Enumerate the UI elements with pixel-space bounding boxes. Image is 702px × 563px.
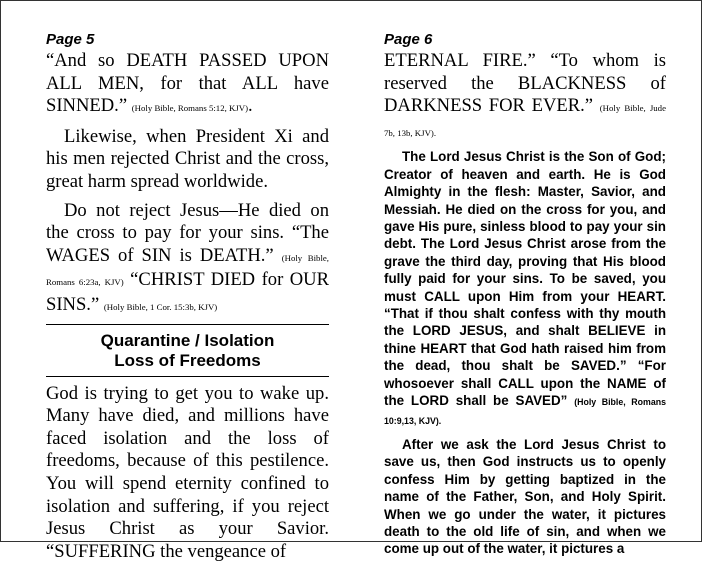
- heading-line-1: Quarantine / Isolation: [100, 330, 275, 350]
- paragraph-son-of-god: [384, 148, 666, 431]
- section-heading: [46, 331, 329, 371]
- paragraph-romans-5-12: [46, 50, 329, 120]
- paragraph-president-xi: Likewise, when President Xi and his men rejected Christ and the cross, great harm spread worldwide.: [46, 125, 329, 192]
- page-6: [384, 31, 666, 558]
- paragraph-text: “And so DEATH PASSED UPON ALL MEN, for that ALL have SINNED.”: [46, 50, 329, 117]
- scripture-reference: (Holy Bible, 1 Cor. 15:3b, KJV): [103, 301, 218, 312]
- page-5: [46, 31, 329, 563]
- paragraph-text: ETERNAL FIRE.” “To whom is reserved the BLACKNESS of DARKNESS FOR EVER.”: [384, 50, 666, 117]
- paragraph-text: “CHRIST DIED for OUR SINS.”: [46, 269, 329, 315]
- paragraph-eternal-fire: [384, 50, 666, 144]
- paragraph-end-punctuation: .: [248, 95, 253, 117]
- scripture-reference: (Holy Bible, Romans 10:9,13, KJV).: [384, 397, 666, 427]
- section-divider: [46, 324, 329, 325]
- paragraph-text: Do not reject Jesus—He died on the cross to pay for your sins. “The WAGES of SIN is DEATH.”: [46, 199, 329, 266]
- section-divider: [46, 376, 329, 377]
- page-number: Page 5: [46, 31, 95, 48]
- paragraph-baptism: After we ask the Lord Jesus Christ to save us, then God instructs us to openly confess Him by getting baptized in the name of the Father, Son, and Holy Spirit. When we go under the water, it pictures death to the old life of sin, and when we come up out of the water, it pictures a: [384, 436, 666, 557]
- heading-line-2: Loss of Freedoms: [114, 350, 261, 370]
- page-number: Page 6: [384, 31, 433, 48]
- paragraph-do-not-reject: [46, 200, 329, 319]
- paragraph-wake-up: God is trying to get you to wake up. Many have died, and millions have faced isolation and the loss of freedoms, because of this pestilence. You will spend eternity confined to isolation and suffering, if you reject Jesus Christ as your Savior. “SUFFERING the vengeance of: [46, 382, 329, 562]
- paragraph-text: The Lord Jesus Christ is the Son of God; Creator of heaven and earth. He is God Almighty in the flesh: Master, Savior, and Messiah. He died on the cross for you, and gave His pure, sinless blood to pay your sin debt. The Lord Jesus Christ arose from the grave the third day, proving that His blood fully paid for your sins. To be saved, you must CALL upon Him from your HEART. “That if thou shalt confess with thy mouth the LORD JESUS, and shalt BELIEVE in thine HEART that God hath raised him from the dead, thou shalt be SAVED.” “For whosoever shall CALL upon the NAME of the LORD shall be SAVED”: [384, 149, 666, 409]
- scripture-reference: (Holy Bible, Jude 7b, 13b, KJV).: [384, 103, 666, 138]
- scripture-reference: (Holy Bible, Romans 5:12, KJV): [131, 103, 249, 114]
- scripture-reference: (Holy Bible, Romans 6:23a, KJV): [46, 252, 330, 288]
